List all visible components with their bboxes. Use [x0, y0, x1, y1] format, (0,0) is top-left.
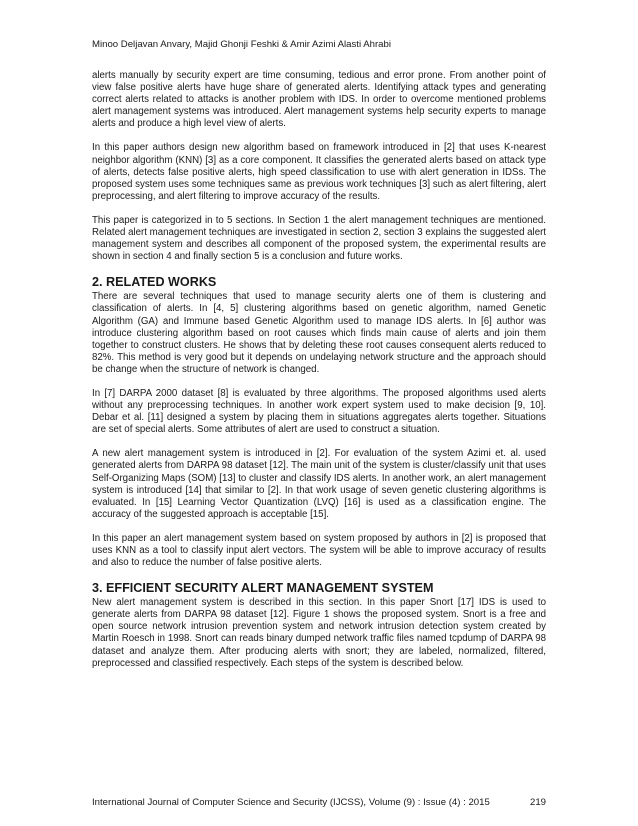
- body-paragraph: alerts manually by security expert are time consuming, tedious and error prone. From another point of view false positive alerts have huge share of generated alerts. Identifying attack types and generating correct alerts related to attacks is another problem with IDS. In order to overcome mentioned problems alert management systems was introduced. Alert management systems help security experts to manage alerts and produce a high level view of alerts.: [92, 70, 546, 130]
- page-number: 219: [529, 797, 546, 808]
- body-paragraph: This paper is categorized in to 5 sections. In Section 1 the alert management techniques are mentioned. Related alert management techniques are investigated in section 2, section 3 explains the suggested alert management system and describes all component of the proposed system, the experimental results are shown in section 4 and finally section 5 is a conclusion and future works.: [92, 214, 546, 263]
- body-paragraph: There are several techniques that used to manage security alerts one of them is clustering and classification of alerts. In [4, 5] clustering algorithms based on genetic algorithm, named Genetic Algorithm (GA) and Immune based Genetic Algorithm used to manage IDS alerts. In [6] author was introduce clustering algorithm based on root causes which finds main cause of alerts and join them together to construct clusters. He shows that by deleting these root causes consequent alerts reduced to 82%. This method is very good but it depends on undelaying network structure and the approach should be change when the structure of network is changed.: [92, 291, 546, 375]
- body-paragraph: In this paper authors design new algorithm based on framework introduced in [2] that uses K-nearest neighbor algorithm (KNN) [3] as a core component. It classifies the generated alerts based on attack type of alerts, detects false positive alerts, high speed classification to use with alert generation in IDSs. The proposed system uses some techniques same as previous work techniques [3] such as alert filtering, alert preprocessing, and alert filtering to improve accuracy of the results.: [92, 142, 546, 202]
- running-header-authors: Minoo Deljavan Anvary, Majid Ghonji Feshki & Amir Azimi Alasti Ahrabi: [92, 39, 391, 50]
- footer-journal-citation: International Journal of Computer Science and Security (IJCSS), Volume (9) : Issue (4) : 2015: [92, 797, 490, 808]
- section-heading-related-works: 2. RELATED WORKS: [92, 275, 217, 290]
- body-paragraph: In this paper an alert management system based on system proposed by authors in [2] is proposed that uses KNN as a tool to classify input alert vectors. The system will be able to improve accuracy of results and also to reduce the number of false positive alerts.: [92, 532, 546, 569]
- page-body: [92, 70, 546, 670]
- body-paragraph: In [7] DARPA 2000 dataset [8] is evaluated by three algorithms. The proposed algorithms used alerts without any preprocessing techniques. In another work expert system used to make decision [9, 10]. Debar et al. [11] designed a system by placing them in situations aggregates alerts together. Situations are set of special alerts. Some attributes of alert are used to construct a situation.: [92, 387, 546, 436]
- body-paragraph: A new alert management system is introduced in [2]. For evaluation of the system Azimi et. al. used generated alerts from DARPA 98 dataset [12]. The main unit of the system is cluster/classify unit that uses Self-Organizing Maps (SOM) [13] to cluster and classify IDS alerts. In another work, an alert management system is introduced [14] that similar to [2]. In that work usage of seven genetic clustering algorithms is evaluated. In [15] Learning Vector Quantization (LVQ) [16] is used as a classification engine. The accuracy of the suggested approach is acceptable [15].: [92, 448, 546, 520]
- body-paragraph: New alert management system is described in this section. In this paper Snort [17] IDS is used to generate alerts from DARPA 98 dataset [12]. Figure 1 shows the proposed system. Snort is a free and open source network intrusion prevention system and network intrusion detection system created by Martin Roesch in 1998. Snort can reads binary dumped network traffic files named tcpdump of DARPA 98 dataset and analyze them. After producing alerts with snort; they are labeled, normalized, filtered, preprocessed and classified respectively. Each steps of the system is described below.: [92, 597, 546, 669]
- section-heading-efficient-system: 3. EFFICIENT SECURITY ALERT MANAGEMENT SYSTEM: [92, 581, 434, 596]
